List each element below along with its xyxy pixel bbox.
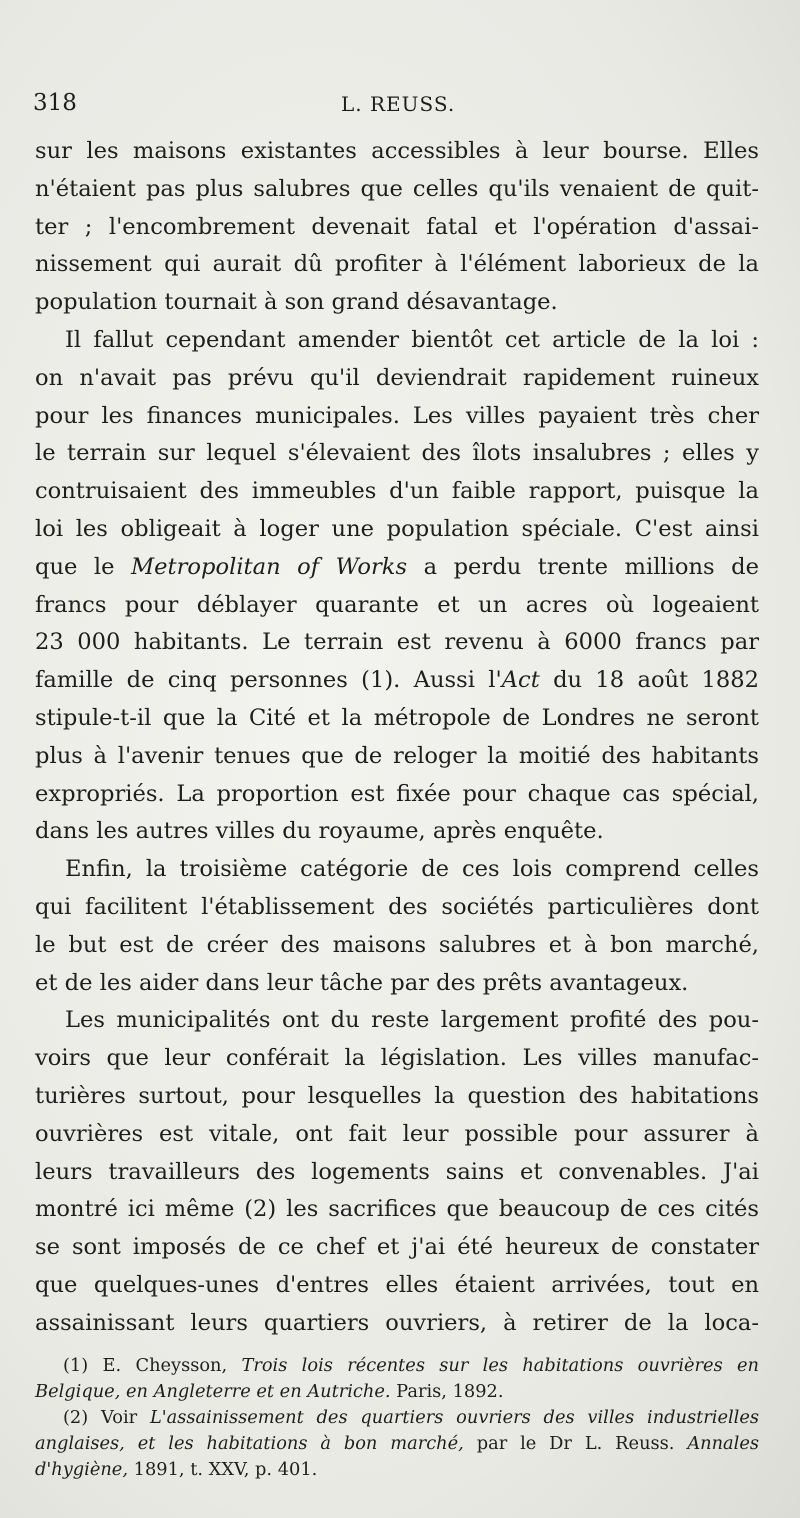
text-line: ter ; l'encombrement devenait fatal et l'opération d'assai- [35, 213, 759, 240]
text-line: voirs que leur conférait la législation. Les villes manufac- [35, 1045, 759, 1072]
text-line: expropriés. La proportion est fixée pour chaque cas spécial, [35, 780, 759, 807]
text-line: leurs travailleurs des logements sains et convenables. J'ai [35, 1158, 759, 1185]
text-line: sur les maisons existantes accessibles à leur bourse. Elles [35, 138, 759, 164]
text-segment: a perdu trente millions de [407, 553, 759, 580]
footnote-text: Paris, 1892. [390, 1381, 504, 1402]
text-line: stipule-t-il que la Cité et la métropole de Londres ne seront [35, 704, 759, 731]
text-line: contruisaient des immeubles d'un faible rapport, puisque la [35, 478, 759, 505]
text-line: Il fallut cependant amender bientôt cet article de la loi : [65, 326, 759, 353]
text-line: francs pour déblayer quarante et un acres où logeaient [35, 591, 759, 618]
footnote-text: (2) Voir [63, 1407, 150, 1428]
text-line: dans les autres villes du royaume, après enquête. [35, 818, 604, 845]
text-line [35, 549, 759, 587]
text-line [35, 662, 759, 700]
italic-title: Act [501, 667, 540, 694]
text-line: pour les finances municipales. Les villes payaient très cher [35, 402, 759, 429]
text-line: se sont imposés de ce chef et j'ai été heureux de constater [35, 1234, 759, 1261]
footnote-1-line [35, 1379, 759, 1405]
text-line: montré ici même (2) les sacrifices que beaucoup de ces cités [35, 1196, 759, 1223]
body-text [35, 133, 759, 1343]
footnote-italic: Trois lois récentes sur les habitations ouvrières en [241, 1355, 760, 1376]
text-line: loi les obligeait à loger une population spéciale. C'est ainsi [35, 515, 759, 542]
page-number: 318 [33, 90, 77, 116]
footnote-italic: L'assainissement des quartiers ouvriers des villes industrielles [149, 1407, 760, 1428]
text-line: plus à l'avenir tenues que de reloger la moitié des habitants [35, 742, 759, 769]
text-line: ouvrières est vitale, ont fait leur possible pour assurer à [35, 1120, 759, 1147]
text-line: et de les aider dans leur tâche par des prêts avantageux. [35, 969, 689, 996]
text-segment: famille de cinq personnes (1). Aussi l' [35, 667, 502, 694]
text-line: turières surtout, pour lesquelles la question des habitations [35, 1082, 759, 1109]
text-line: Enfin, la troisième catégorie de ces lois comprend celles [65, 856, 759, 883]
italic-title: Metropolitan of Works [131, 553, 408, 580]
footnote-1-line [35, 1353, 759, 1379]
text-line: le terrain sur lequel s'élevaient des îlots insalubres ; elles y [35, 440, 759, 467]
page-header [33, 90, 763, 126]
text-segment: du 18 août 1882 [539, 667, 759, 694]
text-line: nissement qui aurait dû profiter à l'élément laborieux de la [35, 251, 759, 278]
text-line: on n'avait pas prévu qu'il deviendrait rapidement ruineux [35, 364, 759, 391]
footnotes [35, 1353, 759, 1483]
text-segment: que le [35, 553, 132, 580]
text-line: population tournait à son grand désavantage. [35, 289, 558, 316]
footnote-italic: anglaises, et les habitations à bon marché, [35, 1433, 464, 1454]
text-line: qui facilitent l'établissement des sociétés particulières dont [35, 893, 759, 920]
running-head: L. REUSS. [341, 92, 456, 116]
footnote-2-line [35, 1457, 759, 1483]
footnote-italic: Annales [687, 1433, 759, 1454]
footnote-text: par le Dr L. Reuss. [463, 1433, 688, 1454]
footnote-2-line [35, 1431, 759, 1457]
text-line: assainissant leurs quartiers ouvriers, à retirer de la loca- [35, 1309, 759, 1336]
text-line: le but est de créer des maisons salubres et à bon marché, [35, 931, 759, 958]
footnote-italic: Belgique, en Angleterre et en Autriche. [35, 1381, 391, 1402]
text-line: Les municipalités ont du reste largement profité des pou- [65, 1007, 759, 1034]
text-line: 23 000 habitants. Le terrain est revenu à 6000 francs par [35, 629, 759, 656]
text-line: que quelques-unes d'entres elles étaient arrivées, tout en [35, 1271, 759, 1298]
footnote-text: 1891, t. XXV, p. 401. [128, 1459, 318, 1480]
text-line: n'étaient pas plus salubres que celles qu'ils venaient de quit- [35, 175, 759, 202]
footnote-2-line [35, 1405, 759, 1431]
footnote-text: (1) E. Cheysson, [63, 1355, 242, 1376]
footnote-italic: d'hygiène, [35, 1459, 128, 1480]
